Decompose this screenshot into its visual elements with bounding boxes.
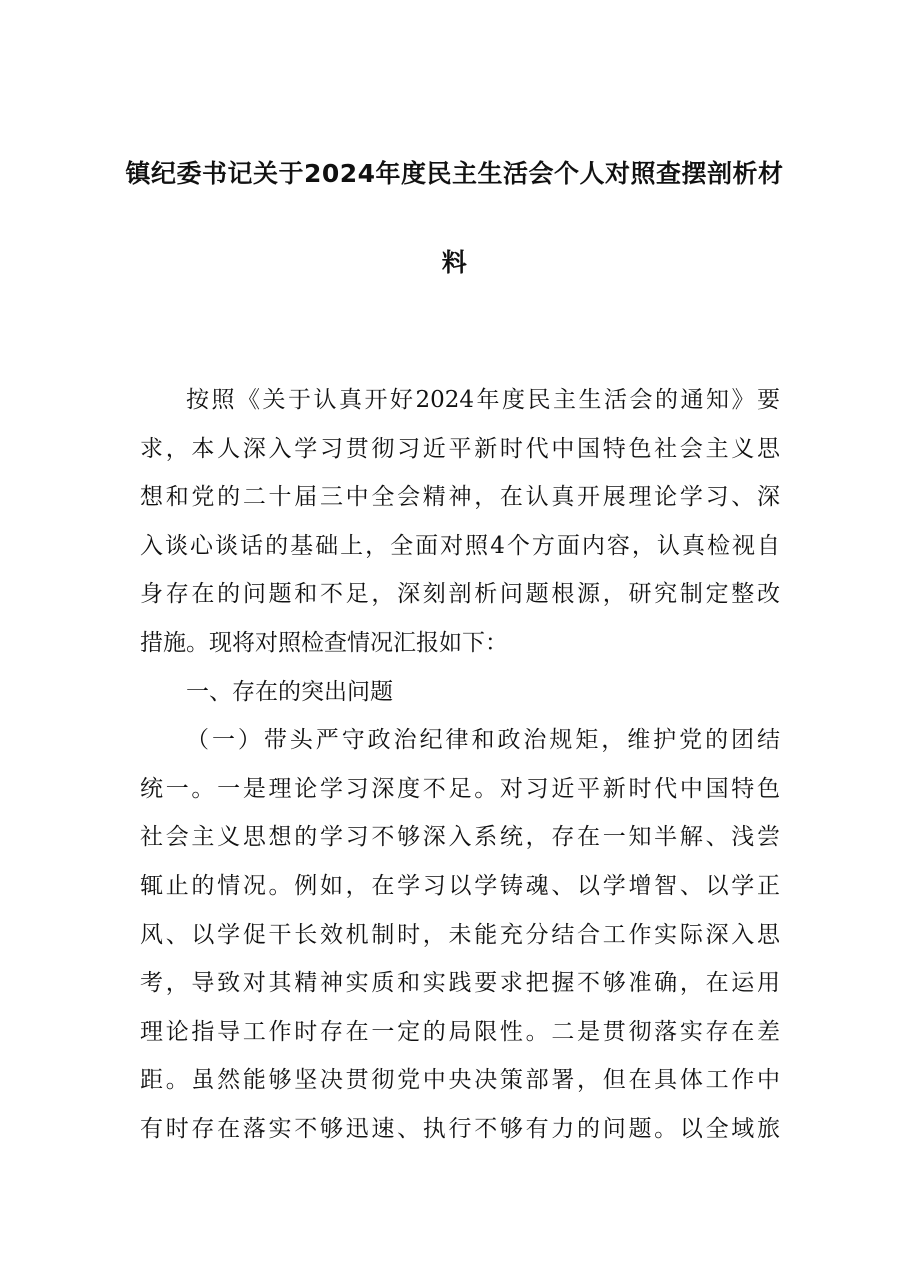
paragraph-1-line-8: 距。虽然能够坚决贯彻党中央决策部署，但在具体工作中: [140, 1067, 780, 1094]
paragraph-1-line-2: 统一。一是理论学习深度不足。对习近平新时代中国特色: [140, 775, 780, 802]
paragraph-intro-line-2: 求，本人深入学习贯彻习近平新时代中国特色社会主义思: [140, 435, 780, 462]
document-title-line-2: 料: [441, 248, 468, 277]
paragraph-intro-line-6: 措施。现将对照检查情况汇报如下：: [140, 629, 508, 656]
section-heading-1: 一、存在的突出问题: [186, 678, 393, 705]
paragraph-1-line-4: 辄止的情况。例如，在学习以学铸魂、以学增智、以学正: [140, 872, 780, 899]
paragraph-intro-line-4: 入谈心谈话的基础上，全面对照4个方面内容，认真检视自: [140, 532, 780, 559]
paragraph-intro-line-5: 身存在的问题和不足，深刻剖析问题根源，研究制定整改: [140, 581, 780, 608]
paragraph-1-line-7: 理论指导工作时存在一定的局限性。二是贯彻落实存在差: [140, 1018, 780, 1045]
paragraph-1-line-5: 风、以学促干长效机制时，未能充分结合工作实际深入思: [140, 921, 780, 948]
document-title-line-1: 镇纪委书记关于2024年度民主生活会个人对照查摆剖析材: [125, 159, 784, 188]
paragraph-1-line-9: 有时存在落实不够迅速、执行不够有力的问题。以全域旅: [140, 1115, 780, 1142]
paragraph-1-line-1: （一）带头严守政治纪律和政治规矩，维护党的团结: [186, 727, 780, 754]
paragraph-intro-line-1: 按照《关于认真开好2024年度民主生活会的通知》要: [186, 387, 780, 413]
paragraph-1-line-3: 社会主义思想的学习不够深入系统，存在一知半解、浅尝: [140, 824, 780, 851]
document-body: [140, 376, 780, 1154]
paragraph-1-line-6: 考，导致对其精神实质和实践要求把握不够准确，在运用: [140, 970, 780, 997]
paragraph-intro-line-3: 想和党的二十届三中全会精神，在认真开展理论学习、深: [140, 484, 780, 511]
